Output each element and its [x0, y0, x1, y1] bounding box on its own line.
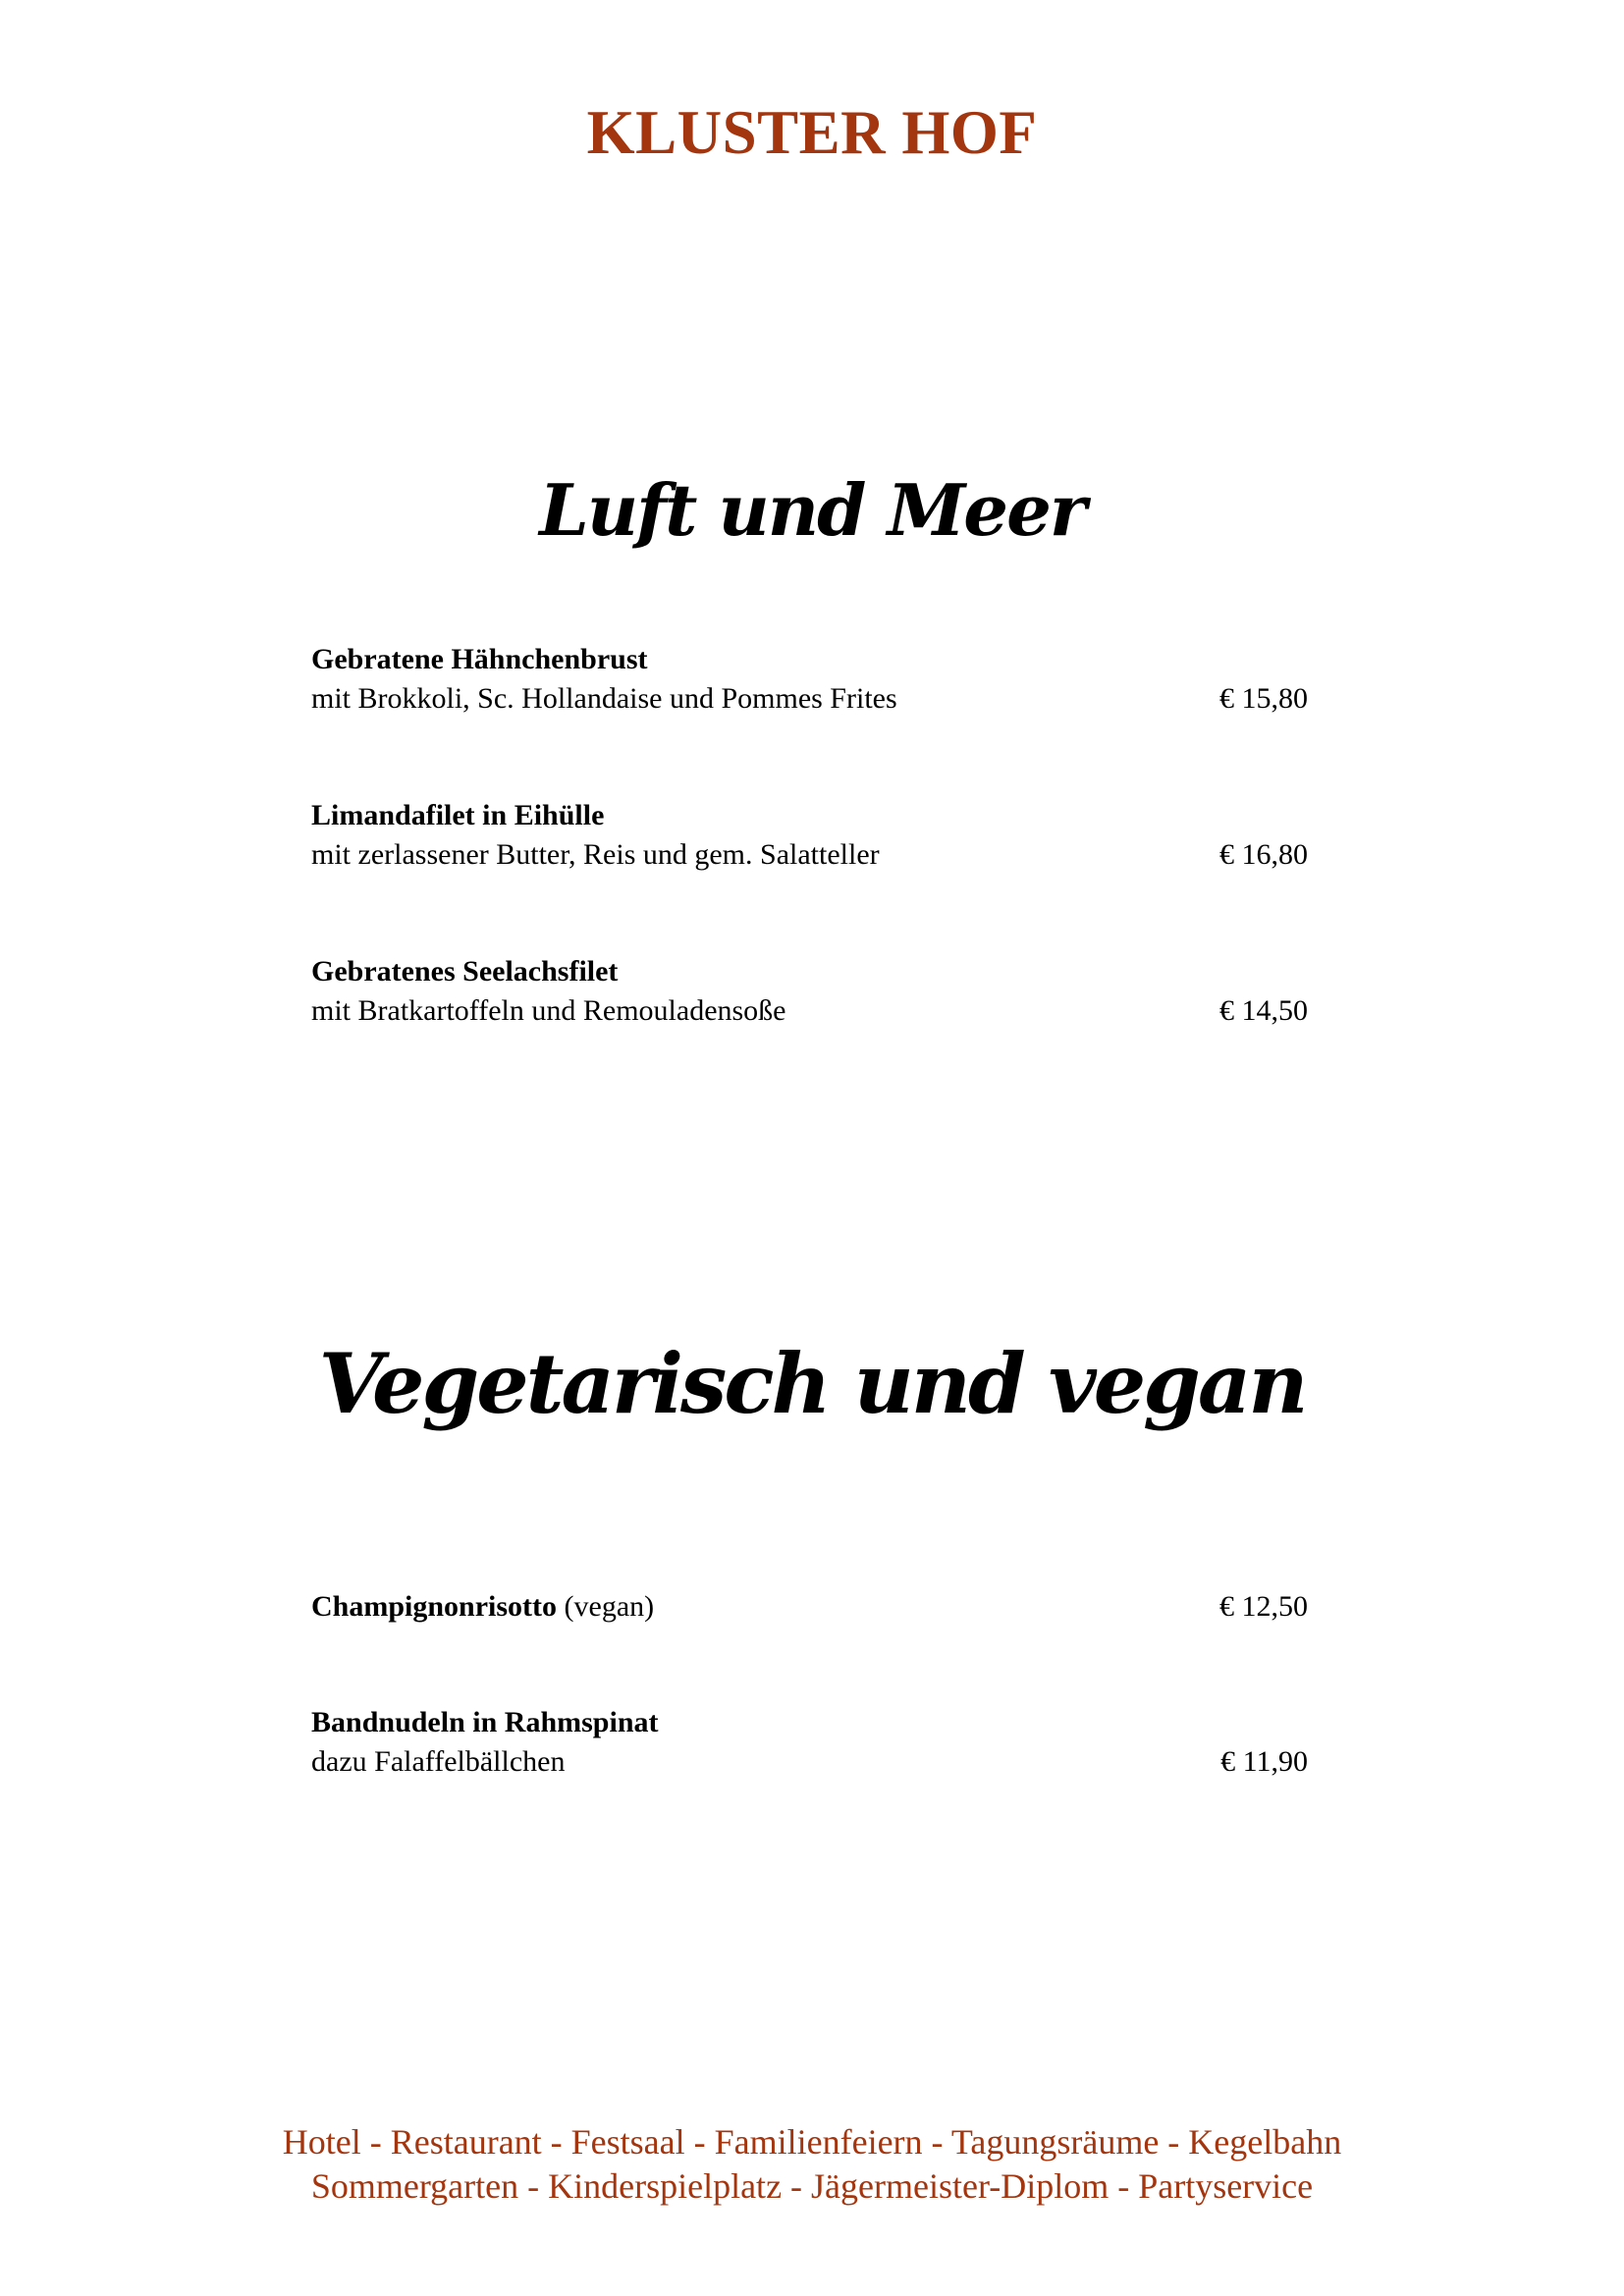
menu-item [311, 952, 1308, 1031]
menu-item-name: Gebratenes Seelachsfilet [311, 955, 619, 988]
footer-services-line-1: Hotel - Restaurant - Festsaal - Familienfeiern - Tagungsräume - Kegelbahn [282, 2122, 1342, 2162]
menu-item-price: € 14,50 [1219, 994, 1308, 1027]
menu-item-price: € 15,80 [1219, 682, 1308, 715]
menu-item-name: Champignonrisotto [311, 1590, 558, 1623]
menu-item [311, 1703, 1308, 1782]
menu-item-price: € 16,80 [1219, 838, 1308, 871]
menu-item-description: dazu Falaffelbällchen [311, 1745, 566, 1778]
menu-item-name: Bandnudeln in Rahmspinat [311, 1706, 659, 1738]
section-title-luft-und-meer: Luft und Meer [539, 468, 1085, 552]
section-title-vegetarisch-und-vegan: Vegetarisch und vegan [318, 1335, 1306, 1432]
menu-item-price: € 12,50 [1219, 1590, 1308, 1623]
menu-item-note: (vegan) [557, 1590, 655, 1623]
menu-item-description: mit zerlassener Butter, Reis und gem. Salatteller [311, 838, 880, 871]
footer-services-line-2: Sommergarten - Kinderspielplatz - Jägermeister-Diplom - Partyservice [310, 2166, 1314, 2206]
menu-item [311, 796, 1308, 875]
menu-item [311, 640, 1308, 719]
menu-item-description: mit Brokkoli, Sc. Hollandaise und Pommes Frites [311, 682, 897, 715]
menu-item-price: € 11,90 [1220, 1745, 1308, 1778]
menu-item-name: Limandafilet in Eihülle [311, 799, 605, 831]
page-title: KLUSTER HOF [586, 98, 1038, 167]
menu-item-description: mit Bratkartoffeln und Remouladensoße [311, 994, 786, 1027]
menu-item [311, 1587, 1308, 1627]
menu-item-name: Gebratene Hähnchenbrust [311, 643, 648, 675]
